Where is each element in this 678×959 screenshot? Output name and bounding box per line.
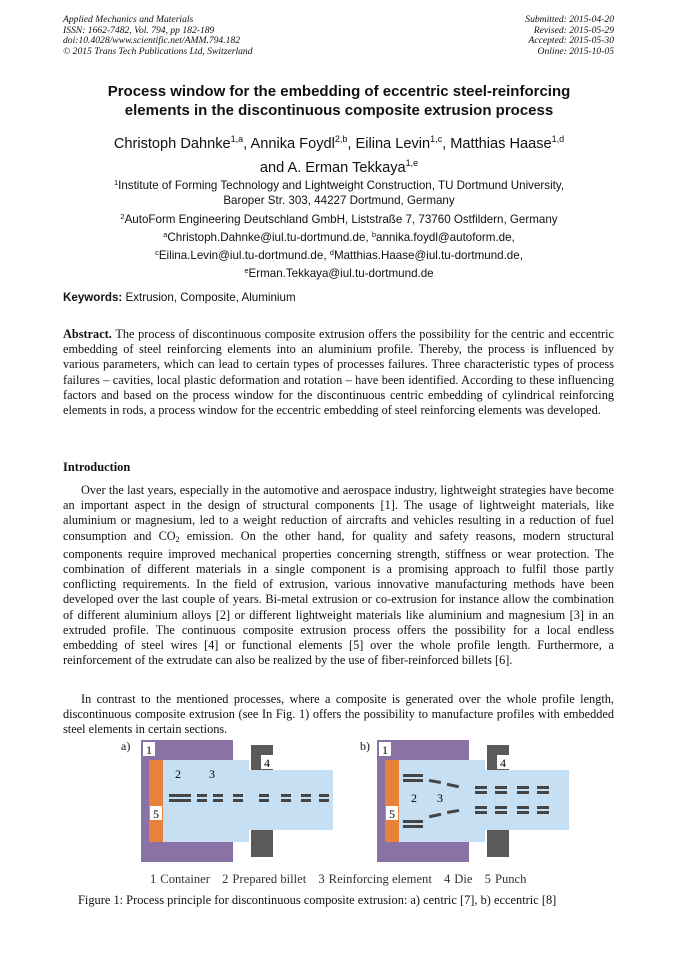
email-link[interactable]: Erman.Tekkaya@iul.tu-dortmund.de xyxy=(248,267,434,280)
email-marker: a xyxy=(163,230,168,239)
legend-label: Prepared billet xyxy=(232,872,307,886)
legend-number: 4 xyxy=(444,872,451,886)
label-1: 1 xyxy=(382,743,388,757)
email-marker: c xyxy=(155,248,159,257)
copyright-line: © 2015 Trans Tech Publications Ltd, Switzerland xyxy=(63,45,253,57)
keywords-text: Extrusion, Composite, Aluminium xyxy=(122,291,296,304)
email-marker: b xyxy=(371,230,377,239)
abstract xyxy=(63,327,614,418)
legend-number: 2 xyxy=(222,872,229,886)
intro-paragraph-2 xyxy=(63,692,614,738)
legend-item xyxy=(150,872,210,886)
author-name: Christoph Dahnke xyxy=(113,136,231,152)
panel-label-a: a) xyxy=(121,739,131,753)
legend-number: 3 xyxy=(318,872,325,886)
email-link[interactable]: annika.foydl@autoform.de, xyxy=(376,231,515,244)
figure-panel-eccentric xyxy=(377,740,577,862)
label-2: 2 xyxy=(175,767,181,781)
label-5: 5 xyxy=(389,807,395,821)
email-marker: e xyxy=(244,266,249,275)
figure-panel-centric xyxy=(141,740,341,862)
issn-line: ISSN: 1662-7482, Vol. 794, pp 182-189 xyxy=(63,24,215,36)
email-link[interactable]: Eilina.Levin@iul.tu-dortmund.de, xyxy=(158,249,330,262)
affiliation-text: AutoForm Engineering Deutschland GmbH, Liststraße 7, 73760 Ostfildern, Germany xyxy=(124,213,558,226)
submitted-date: Submitted: 2015-04-20 xyxy=(525,14,614,25)
author-name: Annika Foydl xyxy=(250,136,335,152)
journal-name: Applied Mechanics and Materials xyxy=(63,14,194,25)
paragraph-text: emission. On the other hand, for quality and safety reasons, modern structural components require improved mechanical properties concerning strength, stiffness or wear protection. The combination of different materials in a single component is a promising approach to fulfil those partly conflicting requirements. In the field of extrusion, various innovative manufacturing methods have been developed over the last couple of years. Bi-metal extrusion or co-extrusion for instance allow the combination of different aluminium alloys [2] or different lightweight materials like aluminium and magnesium [3] in an extruded profile. The continuous composite extrusion process offers the possibility for a local endless embedding of steel wires [4] or functional elements [5] over the whole profile length. Furthermore, a reinforcement of the extrudate can also be realized by the use of fiber-reinforced billets [6]. xyxy=(63,528,614,668)
doi-line[interactable]: doi:10.4028/www.scientific.net/AMM.794.182 xyxy=(63,35,241,46)
figure-legend xyxy=(150,872,535,887)
author-list: Christoph Dahnke$^{1,a}$, Annika Foydl$^{2,b}$, Eilina Levin$^{1,c}$, Matthias Haase$^{1,d}$ and A. Erman Tekkaya$^{1,e}$ xyxy=(113,134,565,176)
legend-item xyxy=(318,872,431,886)
journal-header-left xyxy=(63,15,253,57)
punch xyxy=(385,760,399,842)
label-5: 5 xyxy=(153,807,159,821)
legend-label: Punch xyxy=(494,872,527,886)
panel-label-b: b) xyxy=(360,739,370,753)
die-bottom xyxy=(487,830,509,857)
extruded-profile xyxy=(469,770,569,830)
abstract-text: The process of discontinuous composite extrusion offers the possibility for the centric and eccentric embedding of steel reinforcing elements into an aluminium profile. Thereby, the process is influenced by various parameters, which can lead to certain types of processes failures. Three characteristic types of process failures – cavities, local plastic deformation and rotation – have been identified. According to these influencing factors and based on the process window for the discontinuous centric embedding of cylindrical reinforcing elements in rods, a process window for the eccentric embedding of steel reinforcing elements was developed. xyxy=(63,327,614,418)
author-affil-marker: 1,a xyxy=(230,134,244,144)
legend-item xyxy=(444,872,472,886)
paper-title xyxy=(70,82,608,120)
paragraph-text: In contrast to the mentioned processes, where a composite is generated over the whole profile length, discontinuous composite extrusion (see In Fig. 1) offers the possibility to manufacture profiles with embedded steel elements in certain sections. xyxy=(63,692,614,737)
label-3: 3 xyxy=(437,791,443,805)
paragraph-text: Over the last years, especially in the automotive and aerospace industry, lightweight strategies have become an important aspect in the design of structural components [1]. The usage of lightweight materials, like aluminium or magnesium, led to a weight reduction of aircrafts and vehicles resulting in a reduction of fuel consumption and CO xyxy=(63,483,614,543)
email-link[interactable]: Christoph.Dahnke@iul.tu-dortmund.de, xyxy=(167,231,372,244)
legend-item xyxy=(485,872,527,886)
affiliation-1 xyxy=(60,175,618,208)
label-4: 4 xyxy=(264,756,270,770)
keywords xyxy=(63,291,613,304)
legend-label: Container xyxy=(160,872,210,886)
subscript: 2 xyxy=(175,534,180,544)
email-marker: d xyxy=(329,248,334,257)
author-affil-marker: 1,e xyxy=(405,158,419,168)
author-name: Eilina Levin xyxy=(355,136,431,152)
author-affil-marker: 1,c xyxy=(430,134,443,144)
punch xyxy=(149,760,163,842)
affil-marker: 1 xyxy=(113,178,119,187)
legend-label: Reinforcing element xyxy=(328,872,432,886)
affil-marker: 2 xyxy=(120,212,125,221)
author-name: Matthias Haase xyxy=(450,136,552,152)
label-1: 1 xyxy=(146,743,152,757)
die-bottom xyxy=(251,830,273,857)
affiliation-address: Baroper Str. 303, 44227 Dortmund, Germany xyxy=(223,194,455,207)
section-heading-introduction: Introduction xyxy=(63,460,131,474)
legend-number: 5 xyxy=(484,872,491,886)
figure-caption: Figure 1: Process principle for discontinuous composite extrusion: a) centric [7], b) eccentric [8] xyxy=(78,893,557,907)
label-2: 2 xyxy=(411,791,417,805)
email-link[interactable]: Matthias.Haase@iul.tu-dortmund.de, xyxy=(333,249,523,262)
author-affil-marker: 1,d xyxy=(551,134,565,144)
author-name: and A. Erman Tekkaya xyxy=(259,160,406,176)
legend-item xyxy=(222,872,306,886)
accepted-date: Accepted: 2015-05-30 xyxy=(528,35,614,46)
affiliation-2 xyxy=(60,209,618,281)
online-date: Online: 2015-10-05 xyxy=(537,45,614,57)
title-line-2: elements in the discontinuous composite extrusion process xyxy=(124,102,554,119)
journal-header-right xyxy=(525,15,614,57)
abstract-label: Abstract. xyxy=(63,327,112,341)
label-3: 3 xyxy=(209,767,215,781)
revised-date: Revised: 2015-05-29 xyxy=(533,24,614,36)
author-affil-marker: 2,b xyxy=(334,134,348,144)
label-4: 4 xyxy=(500,756,506,770)
legend-number: 1 xyxy=(150,872,157,886)
legend-label: Die xyxy=(454,872,473,886)
intro-paragraph-1 xyxy=(63,483,614,668)
keywords-label: Keywords: xyxy=(63,291,123,304)
affiliation-text: Institute of Forming Technology and Lightweight Construction, TU Dortmund University, xyxy=(118,179,565,192)
title-line-1: Process window for the embedding of eccentric steel-reinforcing xyxy=(107,83,571,100)
